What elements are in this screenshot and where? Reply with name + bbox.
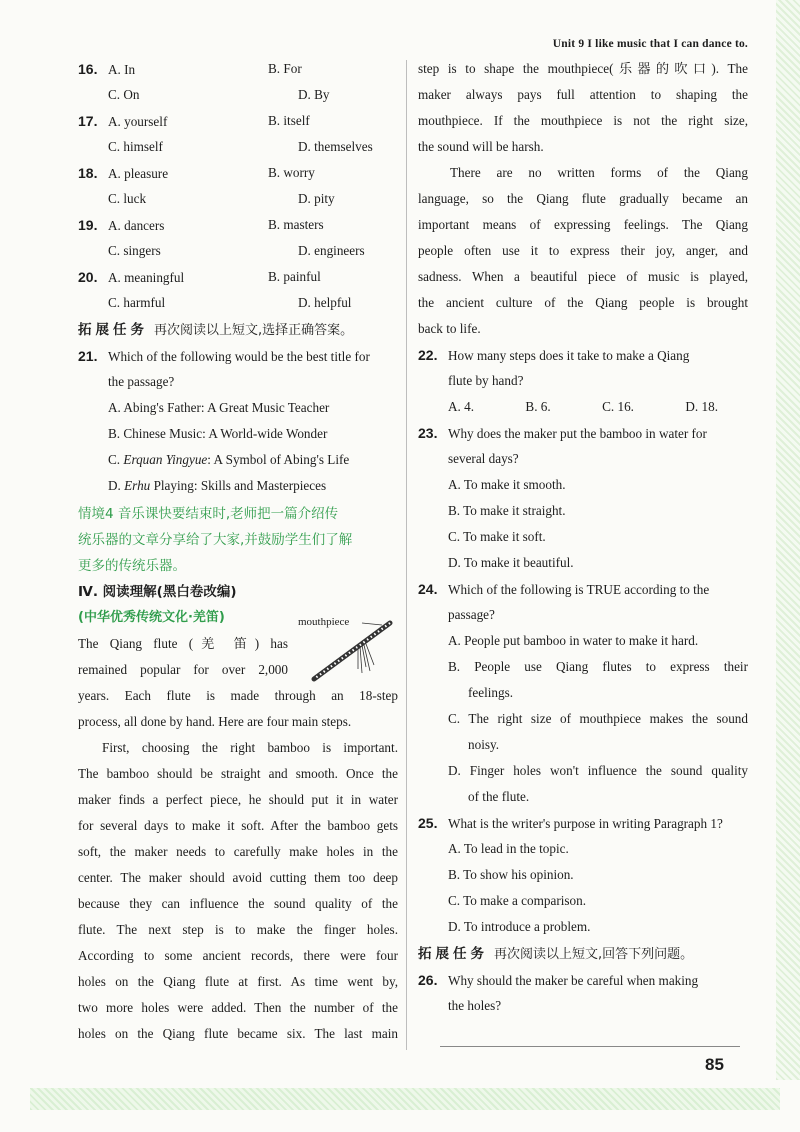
passage-line: process, all done by hand. Here are four main steps. [78, 714, 352, 729]
italic-title: Erhu [124, 478, 151, 493]
question-number: 18. [78, 165, 98, 181]
option-d: D. helpful [298, 295, 352, 310]
option-a: A. People put bamboo in water to make it hard. [448, 633, 699, 648]
question-20 [78, 264, 398, 290]
question-number: 25. [418, 815, 438, 831]
passage-line: step is to shape the mouthpiece(乐器的吹口). The [418, 61, 748, 76]
passage-line: holes on the Qiang flute became six. The last main [78, 1026, 398, 1041]
answer-line [440, 1046, 740, 1047]
question-16-row2 [78, 82, 398, 108]
option-a: A. To make it smooth. [448, 477, 566, 492]
option-a: A. dancers [108, 218, 165, 233]
question-stem: What is the writer's purpose in writing Paragraph 1? [448, 816, 723, 831]
passage-paragraph-2-cont [418, 56, 748, 160]
scenario-note [78, 501, 398, 579]
option-d: D. engineers [298, 243, 365, 258]
question-number: 19. [78, 217, 98, 233]
running-header: Unit 9 I like music that I can dance to. [552, 38, 748, 50]
passage-line: sadness. When a beautiful piece of music is played, [418, 269, 748, 284]
question-23 [418, 420, 748, 576]
option-b: B. For [268, 61, 302, 76]
section-heading: Ⅳ. 阅读理解(黑白卷改编) [78, 584, 237, 600]
question-16 [78, 56, 398, 82]
task-label: 拓展任务 [418, 946, 488, 962]
option-c: C. harmful [108, 295, 166, 310]
question-number: 24. [418, 581, 438, 597]
task-instruction: 再次阅读以上短文,回答下列问题。 [494, 947, 694, 962]
passage-line: maker always pays full attention to shaping the [418, 87, 748, 102]
passage-line: back to life. [418, 321, 481, 336]
question-19 [78, 212, 398, 238]
question-stem-cont: the passage? [108, 374, 175, 389]
question-17-row2 [78, 134, 398, 160]
option-d: D. 18. [685, 399, 718, 414]
question-number: 16. [78, 61, 98, 77]
options-row [418, 394, 718, 420]
question-stem-cont: several days? [448, 451, 519, 466]
column-divider [406, 60, 407, 1050]
passage-paragraph-3 [418, 160, 748, 342]
question-stem-cont: passage? [448, 607, 495, 622]
passage-line: the sound will be harsh. [418, 139, 544, 154]
option-c-cont: noisy. [468, 737, 500, 752]
option-a: A. Abing's Father: A Great Music Teacher [108, 400, 330, 415]
option-a: A. In [108, 62, 136, 77]
option-c: C. The right size of mouthpiece makes the sound [448, 711, 748, 726]
question-25 [418, 810, 748, 940]
option-b: B. painful [268, 269, 321, 284]
page-number: 85 [705, 1055, 724, 1074]
question-number: 17. [78, 113, 98, 129]
option-d: D. themselves [298, 139, 373, 154]
passage-tag: (中华优秀传统文化·羌笛) [78, 610, 225, 625]
question-20-row2 [78, 290, 398, 316]
passage-line: The Qiang flute (羌 笛) has [78, 636, 288, 651]
option-c [78, 447, 398, 473]
option-b: B. Chinese Music: A World-wide Wonder [108, 426, 328, 441]
passage-line: First, choosing the right bamboo is important. [102, 740, 398, 755]
extension-task-2 [418, 940, 748, 967]
question-stem: How many steps does it take to make a Qiang [448, 348, 690, 363]
qiang-flute-illustration [300, 615, 400, 695]
scenario-line: 统乐器的文章分享给了大家,并鼓励学生们了解 [78, 532, 353, 548]
option-c: C. himself [108, 139, 163, 154]
option-a: A. 4. [448, 399, 475, 414]
question-number: 23. [418, 425, 438, 441]
passage-line: There are no written forms of the Qiang [450, 165, 748, 180]
option-d: D. To make it beautiful. [448, 555, 574, 570]
option-c: C. singers [108, 243, 161, 258]
question-number: 26. [418, 972, 438, 988]
passage-line: the ancient culture of the Qiang people is brought [418, 295, 748, 310]
passage-line: soft, the maker needs to carefully make holes in the [78, 844, 398, 859]
option-c: C. To make a comparison. [448, 893, 587, 908]
passage-paragraph-2 [78, 735, 398, 1047]
scenario-line: 更多的传统乐器。 [78, 558, 186, 574]
question-26 [418, 967, 748, 1019]
mc-group [78, 56, 398, 316]
question-stem-cont: flute by hand? [448, 373, 524, 388]
option-b: B. People use Qiang flutes to express their [448, 659, 748, 674]
option-a: A. yourself [108, 114, 168, 129]
italic-title: Erquan Yingyue [123, 452, 208, 467]
task-label: 拓展任务 [78, 322, 148, 338]
passage-line: remained popular for over 2,000 [78, 662, 288, 677]
option-a: A. pleasure [108, 166, 169, 181]
option-b: B. itself [268, 113, 310, 128]
passage-line: flute. The next step is to make the finger holes. [78, 922, 398, 937]
option-text: : A Symbol of Abing's Life [207, 452, 350, 467]
question-24 [418, 576, 748, 810]
option-d: D. To introduce a problem. [448, 919, 591, 934]
option-c: C. luck [108, 191, 147, 206]
question-stem: Which of the following would be the best title for [108, 349, 370, 364]
option-c: C. To make it soft. [448, 529, 546, 544]
option-a: A. To lead in the topic. [448, 841, 569, 856]
passage-line: important means of expressing feelings. The Qiang [418, 217, 748, 232]
option-b: B. worry [268, 165, 315, 180]
option-b: B. masters [268, 217, 324, 232]
question-number: 20. [78, 269, 98, 285]
passage-line: years. Each flute is made through an 18-step [78, 688, 398, 703]
option-text: Playing: Skills and Masterpieces [150, 478, 327, 493]
question-stem: Why should the maker be careful when making [448, 973, 699, 988]
passage-line: people often use it to express their joy, anger, and [418, 243, 748, 258]
bottom-decoration-band [30, 1088, 780, 1110]
option-b: B. To make it straight. [448, 503, 566, 518]
passage-line: holes on the Qiang flute at first. As time went by, [78, 974, 398, 989]
option-c: C. On [108, 87, 140, 102]
question-18 [78, 160, 398, 186]
question-number: 22. [418, 347, 438, 363]
question-number: 21. [78, 348, 98, 364]
mouthpiece-label: mouthpiece [298, 616, 350, 628]
option-b: B. 6. [525, 399, 551, 414]
passage-line: language, so the Qiang flute gradually became an [418, 191, 748, 206]
passage-line: mouthpiece. If the mouthpiece is not the right size, [418, 113, 748, 128]
question-18-row2 [78, 186, 398, 212]
question-19-row2 [78, 238, 398, 264]
option-letter: C. [108, 452, 124, 467]
passage-line: According to some ancient records, there were four [78, 948, 398, 963]
option-c: C. 16. [602, 399, 634, 414]
passage-line: two more holes were added. Then the number of the [78, 1000, 398, 1015]
extension-task-1 [78, 316, 398, 343]
question-17 [78, 108, 398, 134]
right-column [418, 56, 748, 1019]
passage-line: maker finds a perfect piece, he should put it in water [78, 792, 398, 807]
option-letter: D. [108, 478, 125, 493]
option-d-cont: of the flute. [468, 789, 530, 804]
scenario-line: 情境4 音乐课快要结束时,老师把一篇介绍传 [78, 506, 339, 522]
option-d: D. By [298, 87, 330, 102]
page-edge-decoration [776, 0, 800, 1080]
task-instruction: 再次阅读以上短文,选择正确答案。 [154, 323, 354, 338]
passage-line: The bamboo should be straight and smooth. Once the [78, 766, 398, 781]
option-b-cont: feelings. [468, 685, 514, 700]
option-a: A. meaningful [108, 270, 185, 285]
option-b: B. To show his opinion. [448, 867, 574, 882]
option-d: D. pity [298, 191, 335, 206]
passage-line: center. The maker should avoid cutting them too deep [78, 870, 398, 885]
option-d: D. Finger holes won't influence the sound quality [448, 763, 748, 778]
question-stem: Why does the maker put the bamboo in water for [448, 426, 707, 441]
question-stem: Which of the following is TRUE according to the [448, 582, 710, 597]
left-column [78, 56, 398, 1047]
question-stem-cont: the holes? [448, 998, 502, 1013]
question-21 [78, 343, 398, 499]
passage-line: because they can influence the sound quality of the [78, 896, 398, 911]
question-22 [418, 342, 748, 420]
option-d [78, 473, 398, 499]
passage-line: for several days to make it soft. After the bamboo gets [78, 818, 398, 833]
